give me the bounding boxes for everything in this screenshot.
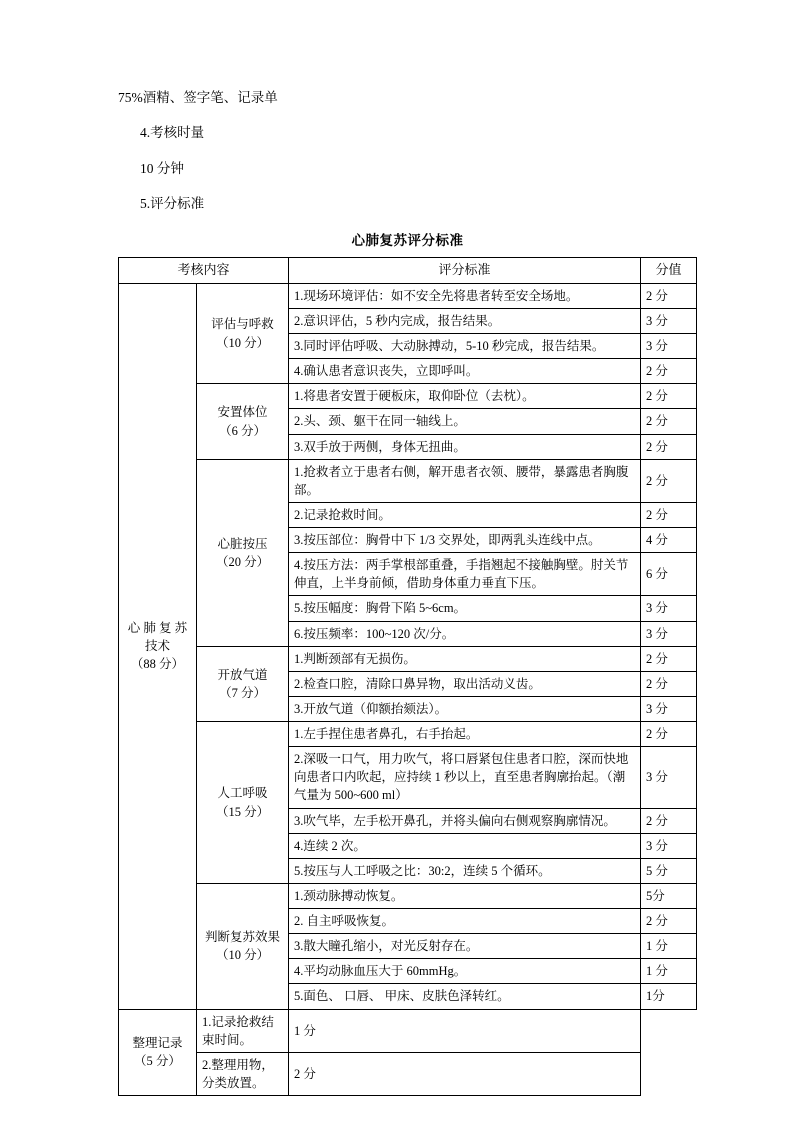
table-row [119,384,697,409]
sub-category-cell [197,883,289,1009]
criterion-score: 1分 [641,984,697,1009]
criterion-text: 2.头、颈、躯干在同一轴线上。 [289,409,641,434]
sub-category-line-1: 开放气道 [217,667,268,682]
criterion-score: 2 分 [641,909,697,934]
sub-category-line-2: （15 分） [215,804,270,819]
criterion-score: 2 分 [641,502,697,527]
criterion-score: 3 分 [641,308,697,333]
sub-category-cell [197,283,289,384]
criterion-text: 3.双手放于两侧，身体无扭曲。 [289,434,641,459]
criterion-score: 2 分 [641,409,697,434]
criterion-text: 5.面色、 口唇、 甲床、皮肤色泽转红。 [289,984,641,1009]
criterion-score: 2 分 [641,384,697,409]
intro-line-criteria-heading: 5.评分标准 [140,195,205,211]
table-row [119,1052,697,1095]
criterion-text: 4.平均动脉血压大于 60mmHg。 [289,959,641,984]
criterion-score: 3 分 [641,621,697,646]
page-title: 心肺复苏评分标准 [351,233,464,248]
criterion-score: 1 分 [289,1009,641,1052]
sub-category-line-1: 心脏按压 [217,536,268,551]
criterion-text: 3.吹气毕，左手松开鼻孔，并将头偏向右侧观察胸廓情况。 [289,808,641,833]
table-row [119,1009,697,1052]
criterion-text: 1.记录抢救结束时间。 [197,1009,289,1052]
criterion-text: 4.连续 2 次。 [289,833,641,858]
sub-category-line-2: （10 分） [215,335,270,350]
criterion-text: 3.散大瞳孔缩小，对光反射存在。 [289,934,641,959]
score-table [118,257,697,1096]
criterion-text: 1.将患者安置于硬板床，取仰卧位（去枕）。 [289,384,641,409]
criterion-text: 1.抢救者立于患者右侧，解开患者衣领、腰带，暴露患者胸腹部。 [289,459,641,502]
sub-category-line-1: 人工呼吸 [217,786,268,801]
sub-category-line-2: （10 分） [215,948,270,963]
sub-category-cell [197,384,289,459]
criterion-score: 2 分 [641,283,697,308]
sub-category-line-1: 评估与呼救 [211,317,274,332]
criterion-text: 3.同时评估呼吸、大动脉搏动，5-10 秒完成，报告结果。 [289,334,641,359]
header-content: 考核内容 [119,258,289,284]
criterion-text: 2.深吸一口气，用力吹气，将口唇紧包住患者口腔，深而快地向患者口内吹起，应持续 1 秒以上，直至患者胸廓抬起。（潮气量为 500~600 ml） [289,747,641,808]
criterion-score: 6 分 [641,553,697,596]
criterion-score: 2 分 [641,359,697,384]
criterion-score: 4 分 [641,528,697,553]
sub-category-cell [197,722,289,884]
criterion-score: 2 分 [641,434,697,459]
intro-line-materials: 75%酒精、签字笔、记录单 [118,90,278,105]
criterion-score: 3 分 [641,833,697,858]
criterion-text: 6.按压频率：100~120 次/分。 [289,621,641,646]
criterion-text: 1.颈动脉搏动恢复。 [289,883,641,908]
criterion-score: 2 分 [641,459,697,502]
sub-category-cell [197,646,289,721]
criterion-text: 3.开放气道（仰额抬颏法）。 [289,696,641,721]
criterion-score: 3 分 [641,334,697,359]
criterion-score: 1 分 [641,934,697,959]
criterion-score: 2 分 [289,1052,641,1095]
criterion-text: 2.意识评估，5 秒内完成，报告结果。 [289,308,641,333]
criterion-text: 1.左手捏住患者鼻孔，右手抬起。 [289,722,641,747]
table-header-row [119,258,697,284]
criterion-text: 4.按压方法：两手掌根部重叠，手指翘起不接触胸壁。肘关节伸直，上半身前倾，借助身体重力垂直下压。 [289,553,641,596]
criterion-text: 1.现场环境评估：如不安全先将患者转至安全场地。 [289,283,641,308]
criterion-text: 3.按压部位：胸骨中下 1/3 交界处，即两乳头连线中点。 [289,528,641,553]
sub-category-line-1: 整理记录 [132,1036,183,1051]
sub-category-line-2: （6 分） [219,423,266,438]
header-score: 分值 [641,258,697,284]
criterion-score: 5 分 [641,858,697,883]
table-row [119,283,697,308]
main-category-line-3: （88 分） [130,657,185,672]
criterion-text: 2.整理用物，分类放置。 [197,1052,289,1095]
main-category-line-1: 心 肺 复 苏 [127,621,188,636]
sub-category-line-1: 判断复苏效果 [205,930,281,945]
criterion-score: 3 分 [641,747,697,808]
sub-category-cell [197,459,289,646]
main-category-line-2: 技术 [144,639,170,654]
criterion-text: 1.判断颈部有无损伤。 [289,646,641,671]
criterion-score: 2 分 [641,808,697,833]
criterion-text: 2.记录抢救时间。 [289,502,641,527]
criterion-text: 2.检查口腔，清除口鼻异物，取出活动义齿。 [289,671,641,696]
criterion-score: 1 分 [641,959,697,984]
criterion-text: 5.按压与人工呼吸之比：30:2，连续 5 个循环。 [289,858,641,883]
table-row [119,883,697,908]
criterion-score: 2 分 [641,722,697,747]
sub-category-cell [119,1009,197,1096]
table-row [119,722,697,747]
criterion-score: 5分 [641,883,697,908]
main-category-cell [119,283,197,1009]
criterion-score: 3 分 [641,596,697,621]
table-row [119,459,697,502]
intro-line-duration-heading: 4.考核时量 [140,125,205,141]
intro-line-duration-value: 10 分钟 [140,160,184,176]
table-row [119,646,697,671]
sub-category-line-2: （20 分） [215,554,270,569]
sub-category-line-2: （5 分） [134,1054,181,1069]
sub-category-line-2: （7 分） [219,685,266,700]
sub-category-line-1: 安置体位 [217,405,268,420]
criterion-text: 4.确认患者意识丧失，立即呼叫。 [289,359,641,384]
criterion-text: 2. 自主呼吸恢复。 [289,909,641,934]
criterion-score: 2 分 [641,671,697,696]
criterion-score: 3 分 [641,696,697,721]
criterion-text: 5.按压幅度：胸骨下陷 5~6cm。 [289,596,641,621]
header-criteria: 评分标准 [289,258,641,284]
criterion-score: 2 分 [641,646,697,671]
